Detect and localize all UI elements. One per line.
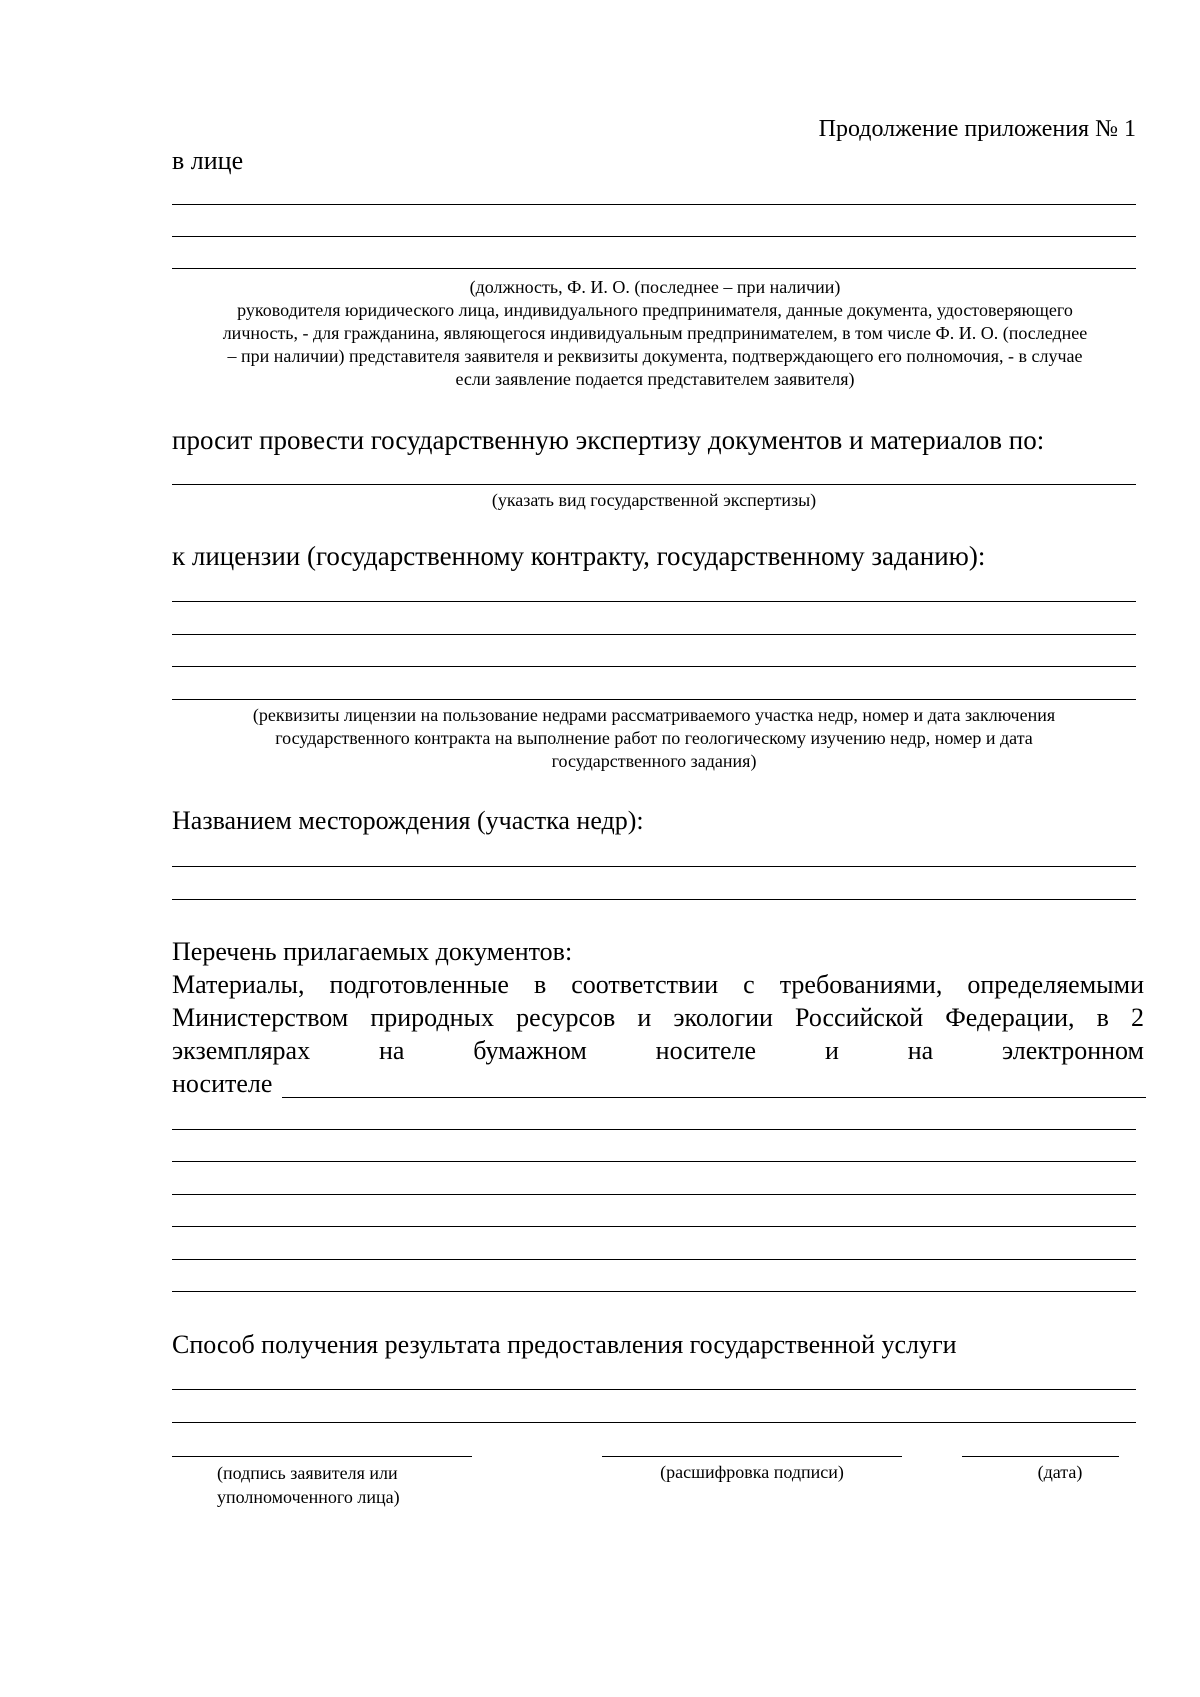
signature-caption xyxy=(217,1461,400,1509)
documents-text-line: Министерством природных ресурсов и экологии Российской Федерации, в 2 xyxy=(172,1003,1144,1032)
expertise-label: просит провести государственную экспертизу документов и материалов по: xyxy=(172,425,1045,455)
person-field-line-1[interactable] xyxy=(172,204,1136,205)
appendix-label: Продолжение приложения № 1 xyxy=(818,116,1136,142)
documents-text-line: экземплярах на бумажном носителе и на электронном xyxy=(172,1036,1144,1065)
license-caption-line: (реквизиты лицензии на пользование недрами рассматриваемого участка недр, номер и дата заключения xyxy=(252,705,1056,725)
license-field-line-1[interactable] xyxy=(172,601,1136,602)
person-caption xyxy=(150,276,1160,391)
documents-field-line-2[interactable] xyxy=(172,1129,1136,1130)
expertise-field-line[interactable] xyxy=(172,484,1136,485)
result-field-line-1[interactable] xyxy=(172,1389,1136,1390)
signature-field-line[interactable] xyxy=(172,1456,472,1457)
documents-field-line-5[interactable] xyxy=(172,1226,1136,1227)
result-method-label: Способ получения результата предоставления государственной услуги xyxy=(172,1330,957,1359)
license-field-line-2[interactable] xyxy=(172,634,1136,635)
license-caption xyxy=(172,704,1136,773)
documents-last-word: носителе xyxy=(172,1069,273,1098)
signature-caption-line: уполномоченного лица) xyxy=(217,1487,400,1507)
documents-text-line: Материалы, подготовленные в соответствии с требованиями, определяемыми xyxy=(172,970,1144,999)
deposit-field-line-2[interactable] xyxy=(172,899,1136,900)
documents-field-line-7[interactable] xyxy=(172,1291,1136,1292)
person-label: в лице xyxy=(172,146,244,175)
documents-field-line-3[interactable] xyxy=(172,1161,1136,1162)
date-field-line[interactable] xyxy=(962,1456,1119,1457)
documents-field-line-4[interactable] xyxy=(172,1194,1136,1195)
license-caption-line: государственного задания) xyxy=(551,751,757,771)
documents-label: Перечень прилагаемых документов: xyxy=(172,937,573,966)
license-field-line-4[interactable] xyxy=(172,699,1136,700)
person-caption-line: – при наличии) представителя заявителя и реквизиты документа, подтверждающего его полномочия, - в случае xyxy=(227,346,1083,366)
date-caption: (дата) xyxy=(1037,1462,1083,1482)
expertise-caption: (указать вид государственной экспертизы) xyxy=(491,490,817,510)
person-caption-line: если заявление подается представителем заявителя) xyxy=(455,369,855,389)
deposit-label: Названием месторождения (участка недр): xyxy=(172,806,644,835)
documents-field-line-6[interactable] xyxy=(172,1259,1136,1260)
result-field-line-2[interactable] xyxy=(172,1422,1136,1423)
decoding-caption: (расшифровка подписи) xyxy=(660,1462,844,1482)
signature-caption-line: (подпись заявителя или xyxy=(217,1463,398,1483)
license-caption-line: государственного контракта на выполнение работ по геологическому изучению недр, номер и дата xyxy=(275,728,1033,748)
license-label: к лицензии (государственному контракту, государственному заданию): xyxy=(172,541,986,571)
person-field-line-2[interactable] xyxy=(172,236,1136,237)
deposit-field-line-1[interactable] xyxy=(172,866,1136,867)
person-caption-line: руководителя юридического лица, индивидуального предпринимателя, данные документа, удостоверяющего xyxy=(237,300,1073,320)
documents-field-line-1[interactable] xyxy=(282,1097,1146,1098)
person-field-line-3[interactable] xyxy=(172,268,1136,269)
person-caption-line: личность, - для гражданина, являющегося индивидуальным предпринимателем, в том числе Ф. И. О. (последнее xyxy=(222,323,1088,343)
license-field-line-3[interactable] xyxy=(172,666,1136,667)
signature-decoding-field-line[interactable] xyxy=(602,1456,902,1457)
person-caption-line: (должность, Ф. И. О. (последнее – при наличии) xyxy=(469,277,841,297)
